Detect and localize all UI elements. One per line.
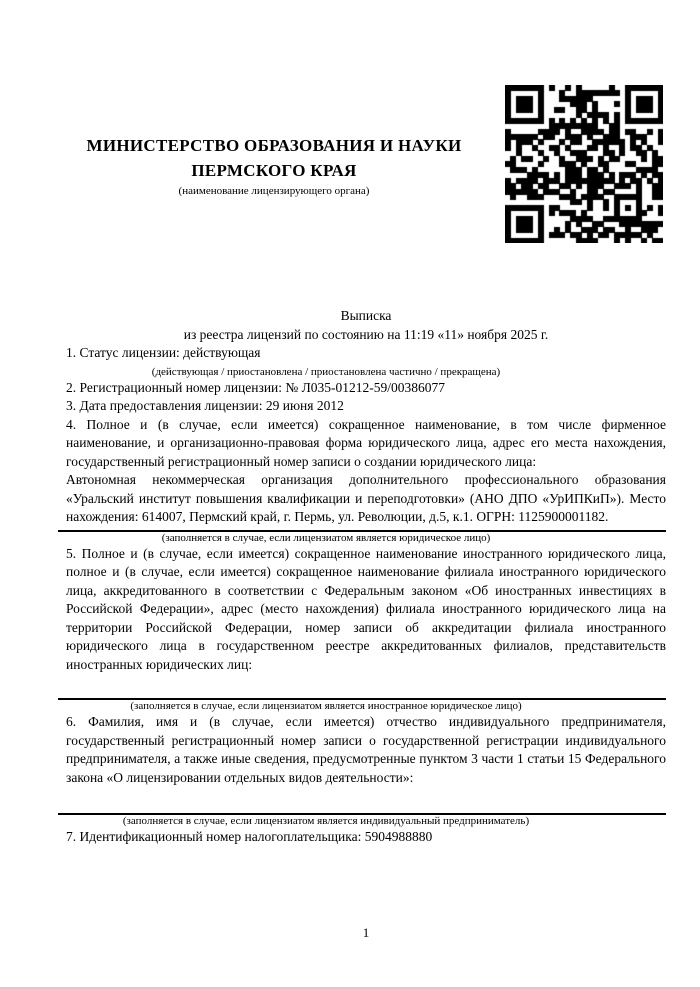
item-4-legal-entity-field-label: 4. Полное и (в случае, если имеется) сокращенное наименование, в том числе фирменное наименование, и организационно-правовая форма юридического лица, адрес его места нахождения, государственный регистрационный номер записи о создании юридического лица: bbox=[66, 416, 666, 469]
document-title bbox=[66, 306, 666, 344]
item-4-legal-entity-value: Автономная некоммерческая организация дополнительного профессионального образования «Уральский институт повышения квалификации и переподготовки» (АНО ДПО «УрИПКиП»). Место нахождения: 614007, Пермский край, г. Пермь, ул. Революции, д.5, к.1. ОГРН: 1125900001182. bbox=[66, 472, 666, 524]
ministry-name-line1: МИНИСТЕРСТВО ОБРАЗОВАНИЯ И НАУКИ bbox=[86, 136, 462, 155]
document-title-line1: Выписка bbox=[340, 308, 392, 323]
item-5-caption: (заполняется в случае, если лицензиатом является иностранное юридическое лицо) bbox=[130, 700, 522, 712]
item-3-license-grant-date: 3. Дата предоставления лицензии: 29 июня 2012 bbox=[66, 398, 344, 413]
item-1-status-options-caption: (действующая / приостановлена / приостановлена частично / прекращена) bbox=[151, 365, 501, 378]
document-body bbox=[66, 344, 666, 847]
page-number: 1 bbox=[362, 925, 370, 940]
ministry-name-line2: ПЕРМСКОГО КРАЯ bbox=[191, 161, 357, 180]
item-2-registration-number: 2. Регистрационный номер лицензии: № Л035-01212-59/00386077 bbox=[66, 379, 446, 395]
item-1-license-status: 1. Статус лицензии: действующая bbox=[66, 345, 261, 360]
issuing-authority-header bbox=[64, 133, 484, 198]
item-6-entrepreneur-field-label: 6. Фамилия, имя и (в случае, если имеется) отчество индивидуального предпринимателя, государственный регистрационный номер записи о государственной регистрации индивидуального предпринимателя, а также иные сведения, предусмотренные пунктом 3 части 1 статьи 15 Федерального закона «О лицензировании отдельных видов деятельности»: bbox=[66, 714, 666, 785]
item-7-taxpayer-id: 7. Идентификационный номер налогоплательщика: 5904988880 bbox=[66, 829, 433, 844]
qr-code bbox=[505, 85, 663, 243]
item-5-foreign-entity-field-label: 5. Полное и (в случае, если имеется) сокращенное наименование иностранного юридического лица, полное и (в случае, если имеется) сокращенное наименование филиала иностранного юридического лица, аккредитованного в соответствии с Федеральным законом «Об иностранных инвестициях в Российской Федерации», адрес (место нахождения) филиала иностранного юридического лица на территории Российской Федерации, номер записи об аккредитации филиала иностранного юридического лица в государственном реестре аккредитованных филиалов, представительств иностранных юридических лиц: bbox=[66, 545, 666, 672]
item-4-caption: (заполняется в случае, если лицензиатом является юридическое лицо) bbox=[161, 531, 491, 544]
issuing-authority-caption: (наименование лицензирующего органа) bbox=[178, 185, 370, 197]
document-title-line2: из реестра лицензий по состоянию на 11:19 «11» ноября 2025 г. bbox=[183, 327, 549, 342]
item-6-caption: (заполняется в случае, если лицензиатом является индивидуальный предприниматель) bbox=[122, 815, 530, 827]
